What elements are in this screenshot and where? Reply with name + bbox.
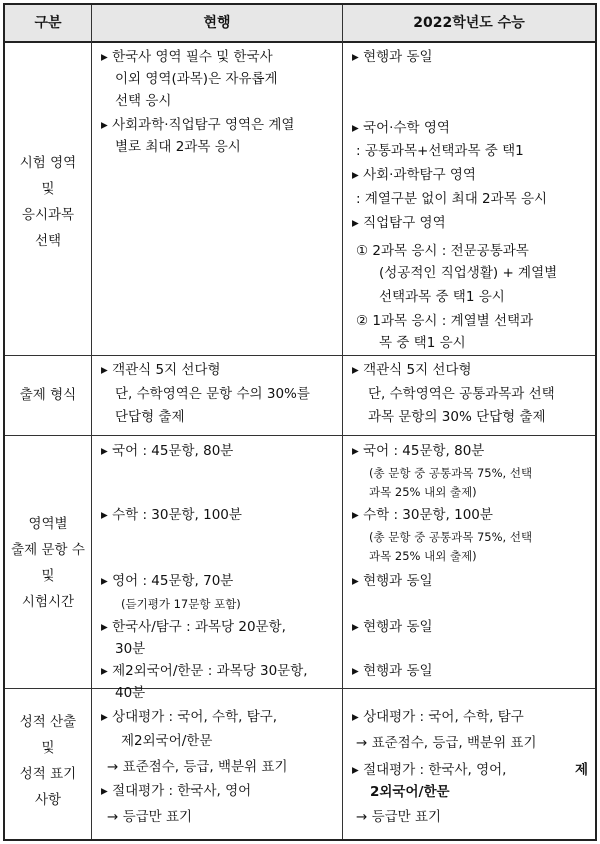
current-line: → 등급만 표기 [107, 809, 193, 825]
row-divider [5, 435, 595, 436]
new-line: 목 중 택1 응시 [379, 335, 466, 351]
current-line: 단답형 출제 [115, 409, 185, 425]
row-category: 시험 영역 및 응시과목 선택 [19, 155, 77, 249]
new-line: 과목 문항의 30% 단답형 출제 [368, 409, 546, 425]
new-line: ▸ 사회·과학탐구 영역 [352, 167, 476, 183]
new-line: : 공통과목+선택과목 중 택1 [356, 143, 524, 159]
new-line: ▸ 현행과 동일 [352, 619, 433, 635]
current-line: 별로 최대 2과목 응시 [115, 139, 241, 155]
new-line: 과목 25% 내외 출제) [369, 485, 477, 499]
new-line: : 계열구분 없이 최대 2과목 응시 [356, 191, 548, 207]
header-2022: 2022학년도 수능 [413, 15, 525, 31]
current-line: ▸ 국어 : 45문항, 80분 [101, 443, 234, 459]
new-line: → 등급만 표기 [356, 809, 442, 825]
current-line: 선택 응시 [115, 93, 172, 109]
new-line: ② 1과목 응시 : 계열별 선택과 [356, 313, 534, 329]
current-line: → 표준점수, 등급, 백분위 표기 [107, 759, 288, 775]
new-line: ▸ 객관식 5지 선다형 [352, 362, 472, 378]
row-category: 출제 형식 [19, 387, 77, 403]
current-line: ▸ 한국사/탐구 : 과목당 20문항, [101, 619, 286, 635]
current-line: 이외 영역(과목)은 자유롭게 [115, 71, 278, 87]
current-line: 40분 [115, 685, 146, 701]
current-line: (듣기평가 17문항 포함) [121, 597, 241, 611]
column-divider [342, 5, 343, 839]
header-category: 구분 [34, 15, 62, 31]
current-line: ▸ 절대평가 : 한국사, 영어 [101, 783, 252, 799]
current-line: ▸ 제2외국어/한문 : 과목당 30문항, [101, 663, 308, 679]
current-line: 단, 수학영역은 문항 수의 30%를 [115, 386, 310, 402]
new-line: ▸ 국어 : 45문항, 80분 [352, 443, 485, 459]
current-line: 제2외국어/한문 [121, 733, 213, 749]
new-line: ▸ 상대평가 : 국어, 수학, 탐구 [352, 709, 524, 725]
current-line: ▸ 영어 : 45문항, 70분 [101, 573, 234, 589]
new-line: ▸ 직업탐구 영역 [352, 215, 446, 231]
row-category: 영역별 출제 문항 수 및 시험시간 [11, 516, 85, 610]
new-line-bold: 2외국어/한문 [370, 784, 450, 800]
current-line: ▸ 한국사 영역 필수 및 한국사 [101, 49, 273, 65]
new-line: ▸ 현행과 동일 [352, 49, 433, 65]
new-line: (총 문항 중 공통과목 75%, 선택 [369, 530, 533, 544]
row-divider [5, 688, 595, 689]
new-line: (총 문항 중 공통과목 75%, 선택 [369, 466, 533, 480]
new-line: ▸ 현행과 동일 [352, 663, 433, 679]
header-current: 현행 [203, 15, 231, 31]
new-line: ▸ 국어·수학 영역 [352, 120, 450, 136]
exam-comparison-table [3, 3, 597, 841]
current-line: 30분 [115, 641, 146, 657]
new-line: ▸ 현행과 동일 [352, 573, 433, 589]
current-line: ▸ 객관식 5지 선다형 [101, 362, 221, 378]
new-line: 선택과목 중 택1 응시 [379, 289, 505, 305]
new-line: 단, 수학영역은 공통과목과 선택 [368, 386, 555, 402]
column-divider [91, 5, 92, 839]
new-line: (성공적인 직업생활) + 계열별 [379, 265, 558, 281]
new-line: ▸ 절대평가 : 한국사, 영어, [352, 762, 507, 778]
new-line: 과목 25% 내외 출제) [369, 549, 477, 563]
current-line: ▸ 수학 : 30문항, 100분 [101, 507, 242, 523]
new-line: → 표준점수, 등급, 백분위 표기 [356, 735, 537, 751]
new-line: ① 2과목 응시 : 전문공통과목 [356, 243, 529, 259]
new-line: ▸ 수학 : 30문항, 100분 [352, 507, 493, 523]
row-divider [5, 355, 595, 356]
current-line: ▸ 상대평가 : 국어, 수학, 탐구, [101, 709, 278, 725]
row-category: 성적 산출 및 성적 표기 사항 [19, 714, 77, 808]
new-line-bold: 제 [575, 762, 589, 778]
current-line: ▸ 사회과학·직업탐구 영역은 계열 [101, 117, 295, 133]
